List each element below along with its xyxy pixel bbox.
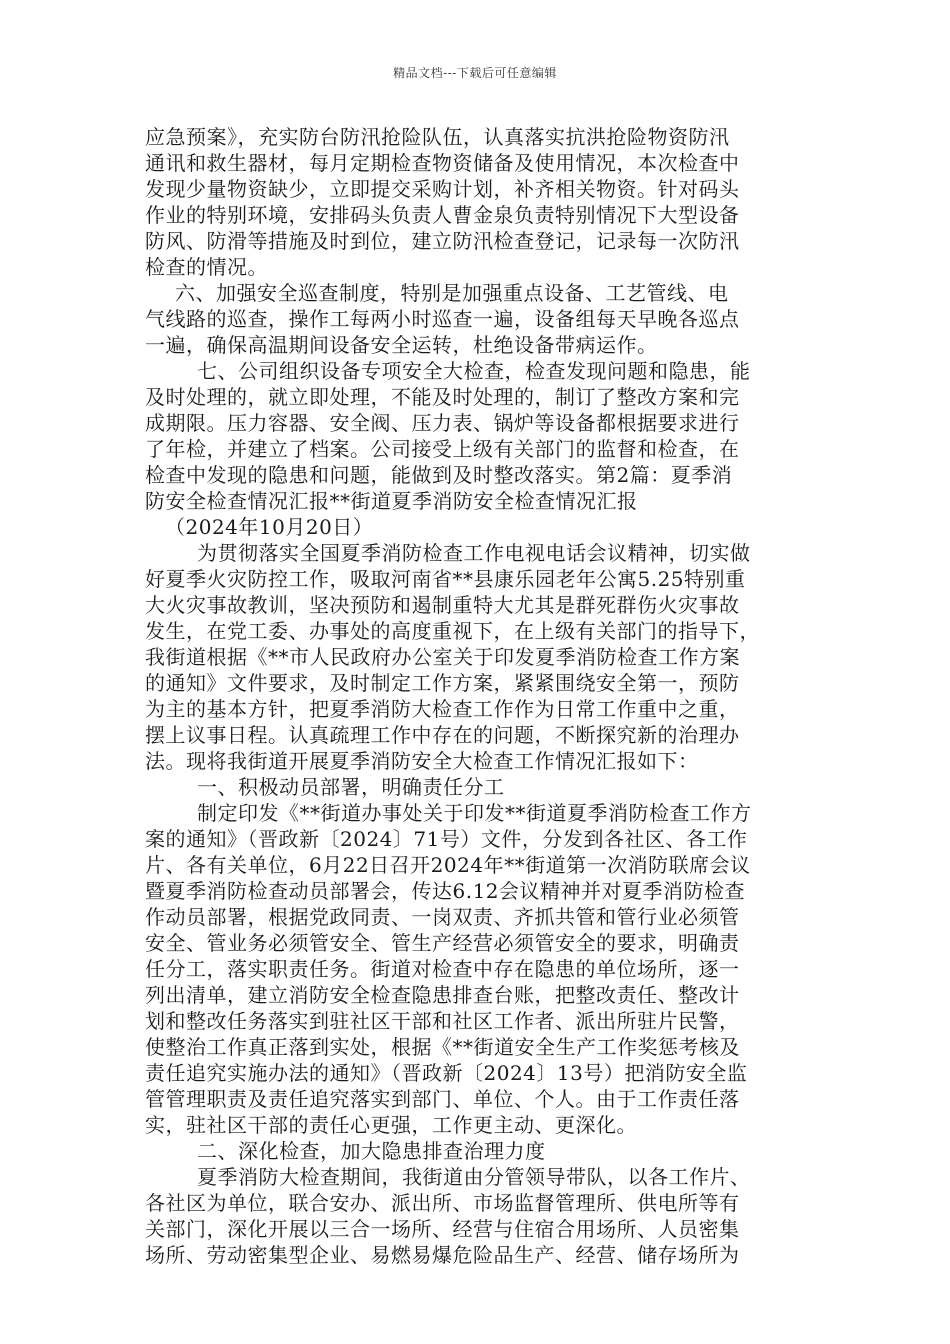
text-line: 夏季消防大检查期间，我街道由分管领导带队，以各工作片、 [197,1165,751,1189]
text-line: 防风、防滑等措施及时到位，建立防汛检查登记，记录每一次防汛 [145,229,740,253]
text-line: 作业的特别环境，安排码头负责人曹金泉负责特别情况下大型设备 [145,203,740,227]
text-line: 检查中发现的隐患和问题，能做到及时整改落实。第2篇：夏季消 [145,463,733,487]
text-line: 通讯和救生器材，每月定期检查物资储备及使用情况，本次检查中 [145,151,740,175]
text-line: 六、加强安全巡查制度，特别是加强重点设备、工艺管线、电 [175,281,729,305]
text-line: 发现少量物资缺少，立即提交采购计划，补齐相关物资。针对码头 [145,177,740,201]
text-line: 好夏季火灾防控工作，吸取河南省**县康乐园老年公寓5.25特别重 [145,567,746,591]
text-line: 关部门，深化开展以三合一场所、经营与住宿合用场所、人员密集 [145,1217,740,1241]
text-line: 及时处理的，就立即处理，不能及时处理的，制订了整改方案和完 [145,385,740,409]
text-line: 摆上议事日程。认真疏理工作中存在的问题，不断探究新的治理办 [145,723,740,747]
text-line: 检查的情况。 [145,255,268,279]
text-line: 使整治工作真正落到实处，根据《**街道安全生产工作奖惩考核及 [145,1035,740,1059]
text-line: 作动员部署，根据党政同责、一岗双责、齐抓共管和管行业必须管 [145,905,740,929]
text-line: 我街道根据《**市人民政府办公室关于印发夏季消防检查工作方案 [145,645,740,669]
text-line: （2024年10月20日） [165,515,374,539]
text-line: 管管理职责及责任追究落实到部门、单位、个人。由于工作责任落 [145,1087,740,1111]
text-line: 大火灾事故教训，坚决预防和遏制重特大尤其是群死群伤火灾事故 [145,593,740,617]
text-line: 为贯彻落实全国夏季消防检查工作电视电话会议精神，切实做 [197,541,751,565]
text-line: 防安全检查情况汇报**街道夏季消防安全检查情况汇报 [145,489,638,513]
text-line: 各社区为单位，联合安办、派出所、市场监督管理所、供电所等有 [145,1191,740,1215]
text-line: 任分工，落实职责任务。街道对检查中存在隐患的单位场所，逐一 [145,957,740,981]
text-line: 应急预案》，充实防台防汛抢险队伍，认真落实抗洪抢险物资防汛 [145,125,730,149]
text-line: 片、各有关单位，6月22日召开2024年**街道第一次消防联席会议 [145,853,751,877]
text-line: 一遍，确保高温期间设备安全运转，杜绝设备带病运作。 [145,333,658,357]
text-line: 成期限。压力容器、安全阀、压力表、锅炉等设备都根据要求进行 [145,411,740,435]
text-line: 安全、管业务必须管安全、管生产经营必须管安全的要求，明确责 [145,931,740,955]
text-line: 七、公司组织设备专项安全大检查，检查发现问题和隐患，能 [197,359,751,383]
text-line: 的通知》文件要求，及时制定工作方案，紧紧围绕安全第一，预防 [145,671,740,695]
text-line: 实，驻社区干部的责任心更强，工作更主动、更深化。 [145,1113,637,1137]
text-line: 二、深化检查，加大隐患排查治理力度 [197,1139,546,1163]
text-line: 案的通知》（晋政新〔2024〕71号）文件，分发到各社区、各工作 [145,827,748,851]
text-line: 气线路的巡查，操作工每两小时巡查一遍，设备组每天早晚各巡点 [145,307,740,331]
text-line: 一、积极动员部署，明确责任分工 [197,775,505,799]
document-body [145,124,810,1268]
text-line: 场所、劳动密集型企业、易燃易爆危险品生产、经营、储存场所为 [145,1243,740,1267]
text-line: 列出清单，建立消防安全检查隐患排查台账，把整改责任、整改计 [145,983,740,1007]
page-header: 精品文档---下载后可任意编辑 [393,66,557,80]
text-line: 了年检，并建立了档案。公司接受上级有关部门的监督和检查，在 [145,437,740,461]
text-line: 为主的基本方针，把夏季消防大检查工作作为日常工作重中之重， [145,697,740,721]
text-line: 责任追究实施办法的通知》（晋政新〔2024〕13号）把消防安全监 [145,1061,748,1085]
text-line: 发生，在党工委、办事处的高度重视下，在上级有关部门的指导下， [145,619,760,643]
text-line: 划和整改任务落实到驻社区干部和社区工作者、派出所驻片民警， [145,1009,740,1033]
text-line: 法。现将我街道开展夏季消防安全大检查工作情况汇报如下： [145,749,699,773]
text-line: 暨夏季消防检查动员部署会，传达6.12会议精神并对夏季消防检查 [145,879,746,903]
text-line: 制定印发《**街道办事处关于印发**街道夏季消防检查工作方 [197,801,752,825]
